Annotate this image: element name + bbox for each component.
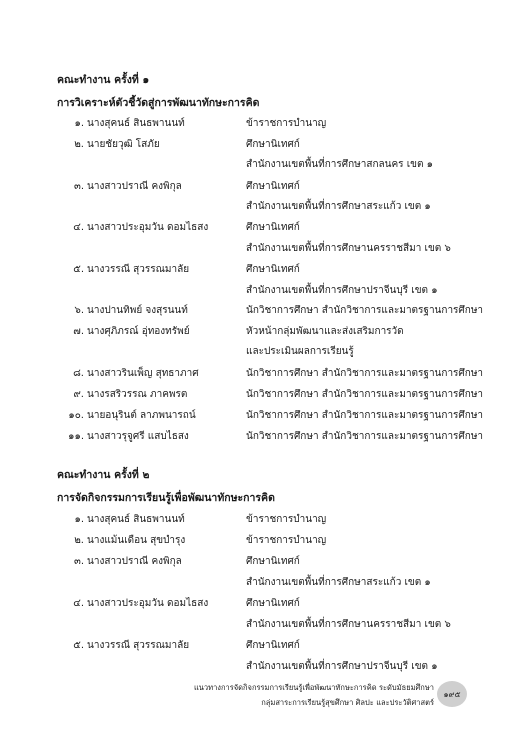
item-number: ๑๑. xyxy=(68,431,84,442)
member-name: นางแม้นเดือน สุขบำรุง xyxy=(87,535,186,546)
section2-subheading: การจัดกิจกรรมการเรียนรู้เพื่อพัฒนาทักษะการคิด xyxy=(57,492,275,504)
member-name: นางวรรณี สุวรรณมาลัย xyxy=(87,264,190,275)
item-number: ๙. xyxy=(73,389,84,400)
list-item xyxy=(0,283,524,301)
member-position: ศึกษานิเทศก์ xyxy=(246,139,300,150)
list-item xyxy=(0,596,524,614)
member-position: ศึกษานิเทศก์ xyxy=(246,222,300,233)
item-number: ๗. xyxy=(73,326,84,337)
member-position: นักวิชาการศึกษา สำนักวิชาการและมาตรฐานการศึกษา xyxy=(246,389,484,400)
item-number: ๒. xyxy=(74,535,84,546)
member-name: นางศุภิภรณ์ อุ่ทองทรัพย์ xyxy=(87,326,190,337)
member-name: นางวรรณี สุวรรณมาลัย xyxy=(87,640,190,651)
member-position: ศึกษานิเทศก์ xyxy=(246,640,300,651)
member-position: ศึกษานิเทศก์ xyxy=(246,598,300,609)
list-item xyxy=(0,220,524,238)
member-position: ข้าราชการบำนาญ xyxy=(246,118,327,129)
member-position: สำนักงานเขตพื้นที่การศึกษาสระแก้ว เขต ๑ xyxy=(246,201,431,212)
item-number: ๑. xyxy=(74,118,84,129)
list-item xyxy=(0,324,524,342)
list-item xyxy=(0,199,524,217)
member-name: นางรสริวรรณ ภาคพรต xyxy=(87,389,188,400)
list-item xyxy=(0,408,524,426)
item-number: ๔. xyxy=(73,598,84,609)
item-number: ๕. xyxy=(73,264,84,275)
member-position: ข้าราชการบำนาญ xyxy=(246,514,327,525)
list-item xyxy=(0,157,524,175)
member-name: นางสาวประอุมวัน ดอมไธสง xyxy=(87,598,209,609)
member-position: สำนักงานเขตพื้นที่การศึกษานครราชสีมา เขต ๖ xyxy=(246,243,451,254)
member-position: นักวิชาการศึกษา สำนักวิชาการและมาตรฐานการศึกษา xyxy=(246,431,484,442)
member-position: หัวหน้ากลุ่มพัฒนาและส่งเสริมการวัด xyxy=(246,326,404,337)
footer-line2: กลุ่มสาระการเรียนรู้สุขศึกษา ศิลปะ และประวัติศาสตร์ xyxy=(261,698,434,707)
member-position: นักวิชาการศึกษา สำนักวิชาการและมาตรฐานการศึกษา xyxy=(246,410,484,421)
list-item xyxy=(0,344,524,362)
item-number: ๘. xyxy=(73,368,84,379)
member-position: สำนักงานเขตพื้นที่การศึกษาสระแก้ว เขต ๑ xyxy=(246,577,431,588)
member-name: นางสาวปราณี คงพิกุล xyxy=(87,181,182,192)
member-name: นางสาวรินเพ็ญ สุทธาภาศ xyxy=(87,368,199,379)
list-item xyxy=(0,575,524,593)
member-name: นายอนุรินต์ ลาภพนารถน์ xyxy=(87,410,196,421)
list-item xyxy=(0,554,524,572)
item-number: ๑. xyxy=(74,514,84,525)
section1-heading: คณะทำงาน ครั้งที่ ๑ xyxy=(57,74,150,86)
member-position: นักวิชาการศึกษา สำนักวิชาการและมาตรฐานการศึกษา xyxy=(246,305,484,316)
list-item xyxy=(0,617,524,635)
item-number: ๓. xyxy=(73,556,84,567)
member-position: สำนักงานเขตพื้นที่การศึกษานครราชสีมา เขต ๖ xyxy=(246,619,451,630)
section2-heading: คณะทำงาน ครั้งที่ ๒ xyxy=(57,469,150,481)
list-item xyxy=(0,262,524,280)
member-name: นางสาวประอุมวัน ดอมไธสง xyxy=(87,222,209,233)
member-position: นักวิชาการศึกษา สำนักวิชาการและมาตรฐานการศึกษา xyxy=(246,368,484,379)
list-item xyxy=(0,116,524,134)
member-position: ข้าราชการบำนาญ xyxy=(246,535,327,546)
member-name: นายชัยวุฒิ โสภัย xyxy=(87,139,160,150)
section1-subheading: การวิเคราะห์ตัวชี้วัดสู่การพัฒนาทักษะการคิด xyxy=(57,97,260,109)
member-position: สำนักงานเขตพื้นที่การศึกษาปราจีนบุรี เขต ๑ xyxy=(246,661,438,672)
member-name: นางสาวปราณี คงพิกุล xyxy=(87,556,182,567)
list-item xyxy=(0,387,524,405)
list-item xyxy=(0,638,524,656)
list-item xyxy=(0,512,524,530)
item-number: ๑๐. xyxy=(68,410,84,421)
member-name: นางปานทิพย์ จงสุรนนท์ xyxy=(87,305,188,316)
item-number: ๔. xyxy=(73,222,84,233)
item-number: ๖. xyxy=(74,305,84,316)
item-number: ๒. xyxy=(74,139,84,150)
item-number: ๕. xyxy=(73,640,84,651)
page-number: ๑๙๕ xyxy=(443,689,461,699)
list-item xyxy=(0,303,524,321)
member-name: นางสุคนธ์ สินธพานนท์ xyxy=(87,514,185,525)
member-name: นางสาวรุจูศรี แสบไธสง xyxy=(87,431,189,442)
list-item xyxy=(0,241,524,259)
member-position: และประเมินผลการเรียนรู้ xyxy=(246,346,354,357)
member-position: สำนักงานเขตพื้นที่การศึกษาปราจีนบุรี เขต ๑ xyxy=(246,285,438,296)
list-item xyxy=(0,533,524,551)
list-item xyxy=(0,659,524,677)
list-item xyxy=(0,366,524,384)
list-item xyxy=(0,429,524,447)
page-number-badge xyxy=(437,681,467,707)
member-name: นางสุคนธ์ สินธพานนท์ xyxy=(87,118,185,129)
item-number: ๓. xyxy=(73,181,84,192)
member-position: ศึกษานิเทศก์ xyxy=(246,264,300,275)
member-position: สำนักงานเขตพื้นที่การศึกษาสกลนคร เขต ๑ xyxy=(246,159,433,170)
member-position: ศึกษานิเทศก์ xyxy=(246,556,300,567)
list-item xyxy=(0,137,524,155)
member-position: ศึกษานิเทศก์ xyxy=(246,181,300,192)
footer-line1: แนวทางการจัดกิจกรรมการเรียนรู้เพื่อพัฒนาทักษะการคิด ระดับมัธยมศึกษา xyxy=(193,683,434,692)
list-item xyxy=(0,179,524,197)
